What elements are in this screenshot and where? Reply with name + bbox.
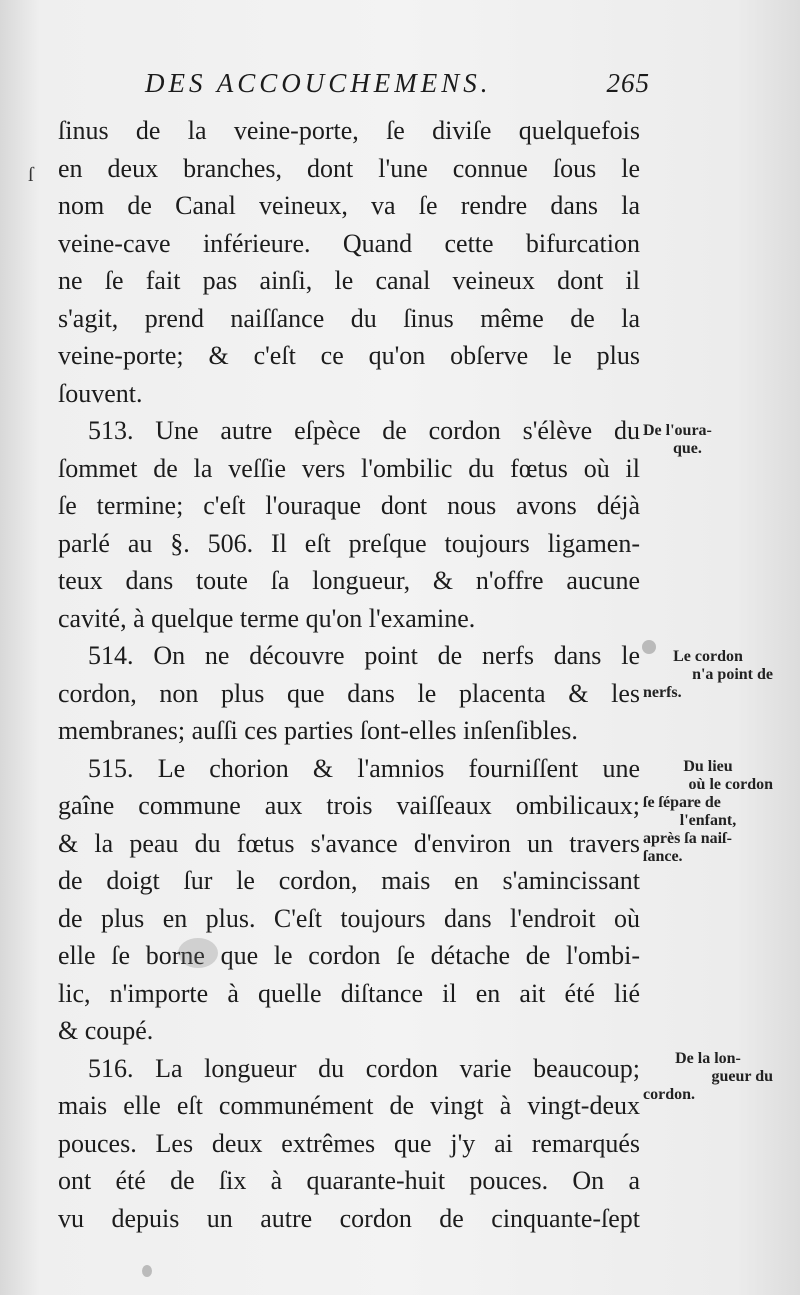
body-text bbox=[58, 112, 640, 1237]
text-line: ont été de ſix à quarante-huit pouces. On a bbox=[58, 1166, 640, 1195]
text-line: elle ſe borne que le cordon ſe détache de l'ombi- bbox=[58, 941, 640, 970]
running-header bbox=[145, 68, 650, 108]
paragraph-514-start: 514. On ne découvre point de nerfs dans le bbox=[88, 641, 640, 670]
margin-mark: ſ bbox=[28, 164, 34, 186]
text-line: veine-cave inférieure. Quand cette bifurcation bbox=[58, 228, 640, 258]
sidenote-longueur bbox=[643, 1050, 773, 1104]
text-line: lic, n'importe à quelle diſtance il en ait été lié bbox=[58, 978, 640, 1008]
text-line: cordon, non plus que dans le placenta & les bbox=[58, 678, 640, 708]
text-line: de plus en plus. C'eſt toujours dans l'endroit où bbox=[58, 903, 640, 933]
text-line: de doigt ſur le cordon, mais en s'amincissant bbox=[58, 866, 640, 895]
text-line: ſinus de la veine-porte, ſe diviſe quelquefois bbox=[58, 116, 640, 145]
text-line: ſouvent. bbox=[58, 378, 143, 408]
text-line: gaîne commune aux trois vaiſſeaux ombilicaux; bbox=[58, 791, 640, 820]
sidenote-line: après ſa naiſ- bbox=[643, 830, 732, 847]
ink-smudge bbox=[142, 1265, 152, 1277]
text-line: mais elle eſt communément de vingt à vingt-deux bbox=[58, 1091, 640, 1120]
text-line: & coupé. bbox=[58, 1016, 154, 1045]
sidenote-ouraque bbox=[643, 422, 773, 458]
paragraph-515-start: 515. Le chorion & l'amnios fourniſſent une bbox=[88, 753, 640, 783]
sidenote-line: De la lon- bbox=[675, 1050, 741, 1067]
text-line: vu depuis un autre cordon de cinquante-ſept bbox=[58, 1203, 640, 1233]
page-number: 265 bbox=[606, 68, 650, 98]
text-line: teux dans toute ſa longueur, & n'offre aucune bbox=[58, 566, 640, 595]
ink-smudge bbox=[642, 640, 656, 654]
text-line: cavité, à quelque terme qu'on l'examine. bbox=[58, 603, 476, 633]
text-line: parlé au §. 506. Il eſt preſque toujours ligamen- bbox=[58, 528, 640, 558]
text-line: & la peau du fœtus s'avance d'environ un travers bbox=[58, 828, 640, 858]
sidenote-nerfs bbox=[643, 648, 773, 702]
text-line: ne ſe fait pas ainſi, le canal veineux dont il bbox=[58, 266, 640, 295]
paragraph-513-start: 513. Une autre eſpèce de cordon s'élève du bbox=[88, 416, 640, 445]
sidenote-line: que. bbox=[673, 440, 702, 457]
running-title: DES ACCOUCHEMENS. bbox=[145, 68, 492, 98]
sidenote-line: n'a point de bbox=[692, 666, 773, 683]
sidenote-line: cordon. bbox=[643, 1086, 695, 1103]
sidenote-line: l'enfant, bbox=[679, 812, 737, 829]
text-line: membranes; auſſi ces parties ſont-elles inſenſibles. bbox=[58, 716, 578, 745]
text-line: nom de Canal veineux, va ſe rendre dans la bbox=[58, 191, 640, 220]
text-line: en deux branches, dont l'une connue ſous le bbox=[58, 153, 640, 183]
sidenote-line: gueur du bbox=[711, 1068, 773, 1085]
text-line: s'agit, prend naiſſance du ſinus même de la bbox=[58, 303, 640, 333]
text-line: pouces. Les deux extrêmes que j'y ai remarqués bbox=[58, 1128, 640, 1158]
sidenote-line: Le cordon bbox=[673, 648, 743, 665]
text-line: ſe termine; c'eſt l'ouraque dont nous avons déjà bbox=[58, 491, 640, 520]
sidenote-lieu bbox=[643, 758, 773, 866]
sidenote-line: ſe ſépare de bbox=[643, 794, 721, 811]
sidenote-line: où le cordon bbox=[688, 776, 773, 793]
paragraph-516-start: 516. La longueur du cordon varie beaucoup; bbox=[88, 1053, 640, 1083]
sidenote-line: ſance. bbox=[643, 848, 683, 865]
ink-smudge bbox=[178, 938, 218, 968]
text-line: ſommet de la veſſie vers l'ombilic du fœtus où il bbox=[58, 453, 640, 483]
sidenote-line: nerfs. bbox=[643, 684, 682, 701]
sidenote-line: De l'oura- bbox=[643, 422, 712, 439]
sidenote-line: Du lieu bbox=[683, 758, 733, 775]
text-line: veine-porte; & c'eſt ce qu'on obſerve le plus bbox=[58, 341, 640, 370]
